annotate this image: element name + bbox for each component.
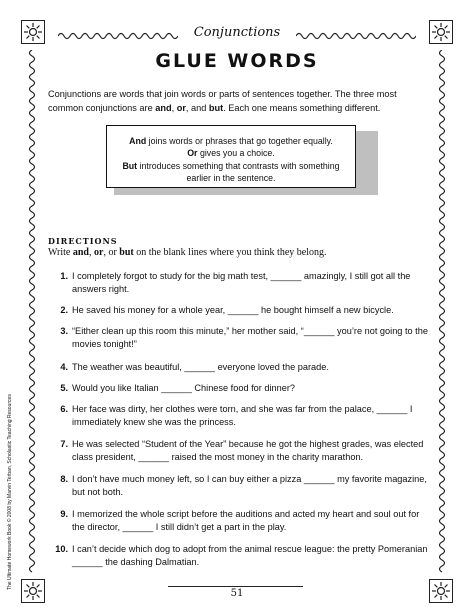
intro-keyword-and: and <box>155 102 172 113</box>
question-9 <box>48 508 433 534</box>
intro-text: . Each one means something different. <box>223 102 381 113</box>
directions-keyword: and <box>72 247 89 258</box>
definition-text: joins words or phrases that go together equally. <box>146 136 333 146</box>
intro-paragraph <box>48 88 433 115</box>
page-title: GLUE WORDS <box>155 50 319 72</box>
definition-word: But <box>122 160 138 171</box>
question-text: I don’t have much money left, so I can buy either a pizza ______ my favorite magazine, but not both. <box>72 474 427 497</box>
question-number: 3. <box>60 326 68 336</box>
question-4 <box>48 361 433 374</box>
question-text: I can’t decide which dog to adopt from the animal rescue league: the pretty Pomeranian ______ the dashing Dalmatian. <box>72 544 428 567</box>
intro-keyword-or: or <box>176 102 186 113</box>
question-number: 2. <box>60 305 68 315</box>
footer-divider <box>168 586 303 587</box>
question-text: I completely forgot to study for the big math test, ______ amazingly, I still got all the answers right. <box>72 271 411 294</box>
question-8 <box>48 473 433 499</box>
intro-separator: , <box>171 102 177 113</box>
question-text: The weather was beautiful, ______ everyone loved the parade. <box>72 362 329 372</box>
directions-part: , <box>89 247 94 258</box>
directions-keyword: but <box>119 247 134 258</box>
intro-separator: , and <box>185 102 209 113</box>
question-1 <box>48 270 433 296</box>
question-2 <box>48 304 433 317</box>
question-5 <box>48 382 433 395</box>
question-number: 10. <box>55 544 68 554</box>
question-number: 1. <box>60 271 68 281</box>
definition-text: introduces something that contrasts with something earlier in the sentence. <box>137 160 340 184</box>
directions-heading: DIRECTIONS <box>48 236 118 246</box>
question-number: 8. <box>60 474 68 484</box>
section-title: Conjunctions <box>193 25 281 40</box>
directions-part: , or <box>103 247 120 258</box>
question-number: 6. <box>60 404 68 414</box>
question-text: “Either clean up this room this minute,” her mother said, “______ you’re not going to the movies tonight!” <box>72 326 428 349</box>
intro-keyword-but: but <box>208 102 224 113</box>
question-number: 9. <box>60 509 68 519</box>
definition-but <box>107 160 355 185</box>
question-6 <box>48 403 433 429</box>
question-text: Her face was dirty, her clothes were torn, and she was far from the palace, ______ I immediately knew she was the princess. <box>72 404 413 427</box>
right-wavy-border <box>437 50 447 575</box>
definition-box <box>106 125 356 188</box>
question-3 <box>48 325 433 351</box>
question-number: 5. <box>60 383 68 393</box>
definition-and <box>107 135 355 147</box>
question-7 <box>48 438 433 464</box>
definition-text: gives you a choice. <box>197 148 275 159</box>
question-text: He saved his money for a whole year, ______ he bought himself a new bicycle. <box>72 305 394 315</box>
intro-text: Conjunctions are words that join words or parts of sentences together. The three most common conjunctions are <box>48 89 397 113</box>
question-10 <box>48 543 433 569</box>
question-number: 7. <box>60 439 68 449</box>
directions-text <box>48 247 327 258</box>
directions-part: Write <box>48 247 73 258</box>
question-text: Would you like Italian ______ Chinese food for dinner? <box>72 383 296 393</box>
copyright-credit: The Ultimate Homework Book © 2008 by Marvin Terban, Scholastic Teaching Resources <box>7 394 13 590</box>
question-text: I memorized the whole script before the auditions and acted my heart and soul out for the director, ______ I still didn’t get a part in the play. <box>72 509 420 532</box>
definition-or <box>107 147 355 159</box>
directions-keyword: or <box>94 247 104 258</box>
directions-part: on the blank lines where you think they belong. <box>133 247 327 258</box>
definition-word: And <box>129 136 147 146</box>
question-text: He was selected “Student of the Year” because he got the highest grades, was elected class president, ______ raised the most money in the charity marathon. <box>72 439 424 462</box>
left-wavy-border <box>27 50 37 575</box>
definition-word: Or <box>187 148 198 159</box>
question-number: 4. <box>60 362 68 372</box>
page-number: 51 <box>230 588 244 599</box>
